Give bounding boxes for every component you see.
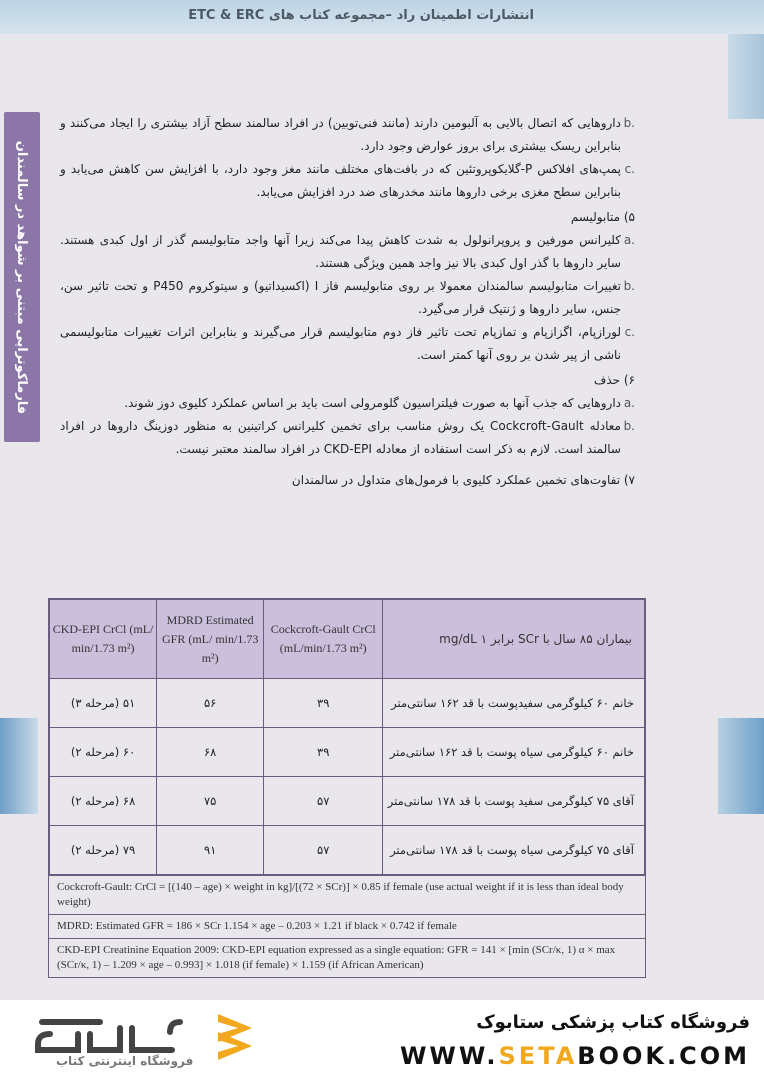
footnote-cockcroft-gault: Cockcroft-Gault: CrCl = [(140 – age) × weight in kg]/[(72 × SCr)] × 0.85 if female (use actual weight if it is less than ideal body weight) <box>49 875 645 914</box>
list-item <box>60 321 635 367</box>
chapter-side-tab-label: فارماکوتراپی مبتنی بر شواهد در سالمندان <box>14 140 30 414</box>
list-marker: c. <box>624 162 635 176</box>
cell-cockcroft-gault: ۳۹ <box>264 728 383 777</box>
store-url[interactable] <box>400 1042 750 1070</box>
table-row <box>50 728 645 777</box>
chapter-side-tab <box>4 112 40 442</box>
logo-subtitle: فروشگاه اینترنتی کتاب <box>56 1054 194 1068</box>
cell-cockcroft-gault: ۳۹ <box>264 679 383 728</box>
list-item-text: کلیرانس مورفین و پروپرانولول به شدت کاهش پیدا می‌کند زیرا آنها واجد متابولیسم گذر از اول کبدی هستند. سایر داروها با گذر اول کبدی بالا نیز واجد همین ویژگی هستند. <box>60 233 621 270</box>
section-heading: ۷) تفاوت‌های تخمین عملکرد کلیوی با فرمول‌های متداول در سالمندان <box>291 473 635 487</box>
table-row <box>50 777 645 826</box>
list-item <box>60 229 635 275</box>
cell-patient: آقای ۷۵ کیلوگرمی سیاه پوست با قد ۱۷۸ سانتی‌متر <box>383 826 645 875</box>
cell-ckd-epi: ۷۹ (مرحله ۲) <box>50 826 157 875</box>
list-item-text: لورازپام، اگزازپام و تمازپام تحت تاثیر فاز دوم متابولیسم قرار می‌گیرند و بنابراین اثرات تغییرات متابولیسمی ناشی از پیر شدن بر روی آنها کمتر است. <box>60 325 621 362</box>
cell-ckd-epi: ۵۱ (مرحله ۳) <box>50 679 157 728</box>
footnote-ckd-epi: CKD-EPI Creatinine Equation 2009: CKD-EPI equation expressed as a single equation: GFR = 141 × [min (SCr/κ, 1) α × max (SCr/κ, 1) – 1.209 × age – 0.993] × 1.018 (if female) × 1.159 (if African American) <box>49 938 645 977</box>
column-header-patient: بیماران ۸۵ سال با SCr برابر ۱ mg/dL <box>383 600 645 679</box>
watermark-footer <box>0 1000 764 1079</box>
list-item-text: تغییرات متابولیسم سالمندان معمولا بر روی متابولیسم فاز I (اکسیداتیو) و سیتوکروم P450 و تحت تاثیر سن، جنس، سایر داروها و ژنتیک قرار می‌گیرد. <box>60 279 622 316</box>
list-item <box>60 158 635 204</box>
cell-patient: خانم ۶۰ کیلوگرمی سیاه پوست با قد ۱۶۲ سانتی‌متر <box>383 728 645 777</box>
cell-mdrd: ۵۶ <box>157 679 264 728</box>
decorative-strip <box>728 34 764 119</box>
table-header-row <box>50 600 645 679</box>
store-url-accent: SETA <box>498 1042 578 1070</box>
store-url-suffix: BOOK.COM <box>577 1042 750 1070</box>
renal-function-table <box>48 598 646 978</box>
cell-patient: خانم ۶۰ کیلوگرمی سفیدپوست با قد ۱۶۲ سانتی‌متر <box>383 679 645 728</box>
cell-mdrd: ۹۱ <box>157 826 264 875</box>
store-url-prefix: WWW. <box>399 1042 499 1070</box>
section-heading: ۵) متابولیسم <box>570 210 635 224</box>
list-item-text: داروهایی که اتصال بالایی به آلبومین دارند (مانند فنی‌توبین) در افراد سالمند سطح آزاد بیشتری را ایجاد می‌کنند و بنابراین ریسک بیشتری برای بروز عوارض وجود دارد. <box>60 116 621 153</box>
data-table <box>49 599 645 875</box>
cell-ckd-epi: ۶۰ (مرحله ۲) <box>50 728 157 777</box>
cell-cockcroft-gault: ۵۷ <box>264 777 383 826</box>
cell-cockcroft-gault: ۵۷ <box>264 826 383 875</box>
column-header-ckd-epi: CKD-EPI CrCl (mL/ min/1.73 m²) <box>50 600 157 679</box>
list-item <box>60 392 635 415</box>
setabook-logo[interactable] <box>20 1008 270 1072</box>
list-marker: a. <box>623 396 635 410</box>
page-body <box>60 112 635 492</box>
page-header-title: انتشارات اطمینان راد –مجموعه کتاب های ETC & ERC <box>188 8 534 23</box>
column-header-cockcroft-gault: Cockcroft-Gault CrCl (mL/min/1.73 m²) <box>264 600 383 679</box>
cell-patient: آقای ۷۵ کیلوگرمی سفید پوست با قد ۱۷۸ سانتی‌متر <box>383 777 645 826</box>
list-marker: c. <box>624 325 635 339</box>
cell-ckd-epi: ۶۸ (مرحله ۲) <box>50 777 157 826</box>
list-marker: a. <box>623 233 635 247</box>
list-marker: b. <box>623 116 635 130</box>
table-row <box>50 679 645 728</box>
store-name: فروشگاه کتاب پزشکی ستابوک <box>476 1012 750 1033</box>
table-footnotes <box>49 875 645 977</box>
list-marker: b. <box>623 419 635 433</box>
list-marker: b. <box>623 279 635 293</box>
decorative-strip <box>718 718 764 814</box>
column-header-mdrd: MDRD Estimated GFR (mL/ min/1.73 m²) <box>157 600 264 679</box>
decorative-strip <box>0 718 38 814</box>
list-item <box>60 112 635 158</box>
list-item <box>60 275 635 321</box>
section-heading: ۶) حذف <box>593 373 635 387</box>
footnote-mdrd: MDRD: Estimated GFR = 186 × SCr 1.154 × age – 0.203 × 1.21 if black × 0.742 if female <box>49 914 645 938</box>
page-header-band <box>0 0 764 34</box>
list-item <box>60 415 635 461</box>
cell-mdrd: ۷۵ <box>157 777 264 826</box>
list-item-text: معادله Cockcroft-Gault یک روش مناسب برای تخمین کلیرانس کراتینین به منظور دوزینگ داروها در افراد سالمند است. لازم به ذکر است استفاده از معادله CKD-EPI در افراد سالمند معتبر نیست. <box>60 419 621 456</box>
table-row <box>50 826 645 875</box>
cell-mdrd: ۶۸ <box>157 728 264 777</box>
list-item-text: داروهایی که جذب آنها به صورت فیلتراسیون گلومرولی است باید بر اساس عملکرد کلیوی دوز شوند. <box>124 396 621 410</box>
list-item-text: پمپ‌های افلاکس P-گلایکوپروتئین که در بافت‌های مختلف مانند مغز وجود دارد، با افزایش سن کاهش می‌یابد و بنابراین سطح مغزی برخی داروها مانند مخدرهای ضد درد افزایش می‌یابد. <box>60 162 621 199</box>
